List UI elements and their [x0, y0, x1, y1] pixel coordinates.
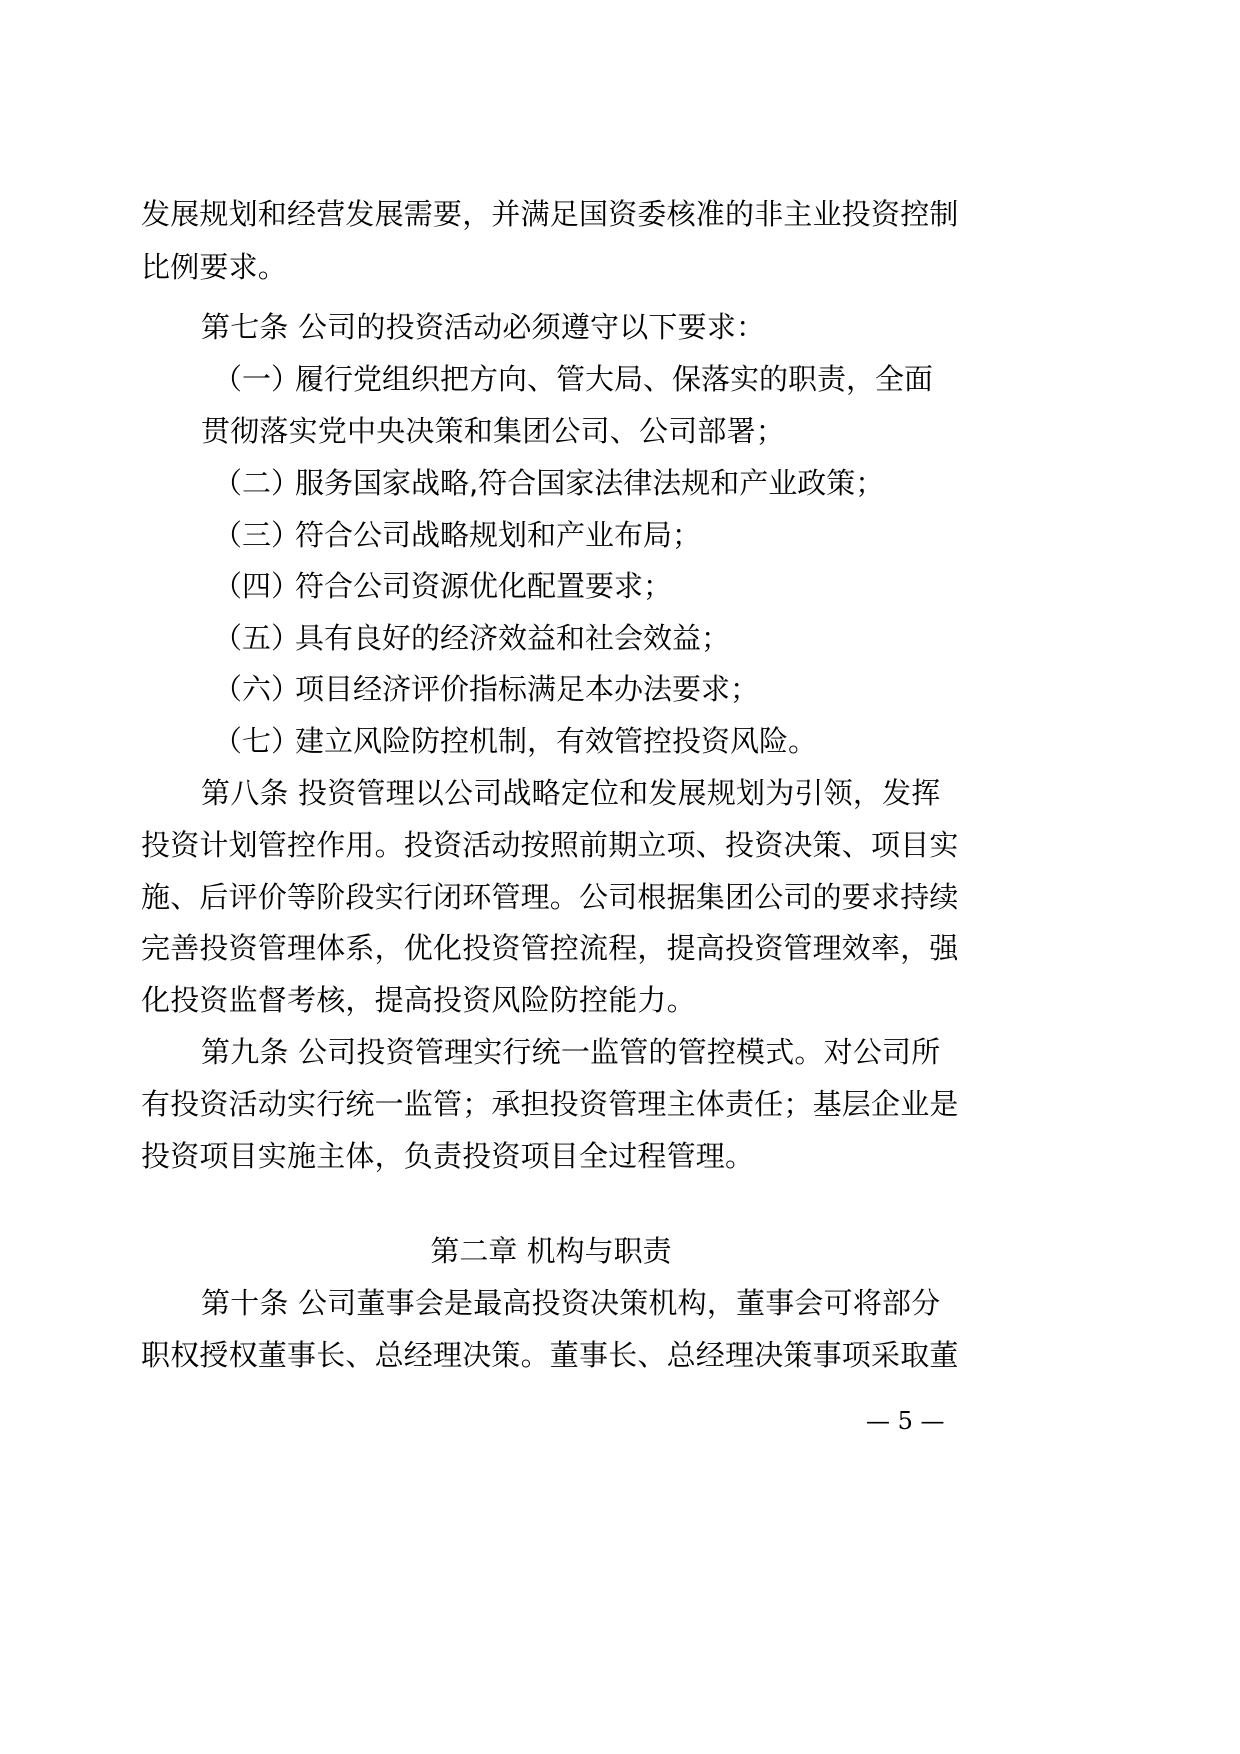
list-item-number: （七） [213, 724, 301, 758]
paragraph-line: 完善投资管理体系，优化投资管控流程，提高投资管理效率，强 [141, 931, 959, 965]
list-item-text: 项目经济评价指标满足本办法要求； [295, 672, 760, 706]
list-item-number: （二） [213, 466, 301, 500]
list-item-continuation: 贯彻落实党中央决策和集团公司、公司部署； [201, 414, 786, 448]
list-item-text: 具有良好的经济效益和社会效益； [295, 621, 731, 655]
page-number: — 5 — [866, 1407, 945, 1435]
list-item-text: 符合公司资源优化配置要求； [295, 569, 673, 603]
paragraph-line: 化投资监督考核，提高投资风险防控能力。 [141, 983, 696, 1017]
list-item-number: （三） [213, 518, 301, 552]
list-item-number: （四） [213, 569, 301, 603]
list-item [213, 361, 933, 397]
list-item [213, 723, 817, 759]
paragraph-line: 投资计划管控作用。投资活动按照前期立项、投资决策、项目实 [141, 828, 959, 862]
list-item-number: （六） [213, 672, 301, 706]
list-item [213, 517, 701, 553]
list-item-text: 建立风险防控机制，有效管控投资风险。 [295, 724, 818, 758]
list-item-text: 服务国家战略,符合国家法律法规和产业政策； [295, 466, 885, 500]
list-item-text: 符合公司战略规划和产业布局； [295, 518, 702, 552]
list-item-number: （一） [213, 362, 301, 396]
chapter-title: 第二章 机构与职责 [430, 1234, 672, 1268]
list-item [213, 568, 672, 604]
list-item [213, 620, 730, 656]
paragraph-line: 职权授权董事长、总经理决策。董事长、总经理决策事项采取董 [141, 1338, 959, 1372]
list-item [213, 465, 884, 501]
list-item-number: （五） [213, 621, 301, 655]
article-heading-line: 第九条 公司投资管理实行统一监管的管控模式。对公司所 [201, 1035, 941, 1069]
paragraph-line: 发展规划和经营发展需要，并满足国资委核准的非主业投资控制 [141, 197, 959, 231]
article-heading: 第七条 公司的投资活动必须遵守以下要求： [201, 310, 766, 344]
paragraph-line: 有投资活动实行统一监管；承担投资管理主体责任；基层企业是 [141, 1087, 959, 1121]
article-heading-line: 第十条 公司董事会是最高投资决策机构，董事会可将部分 [201, 1286, 941, 1320]
paragraph-line: 施、后评价等阶段实行闭环管理。公司根据集团公司的要求持续 [141, 880, 959, 914]
paragraph-line: 比例要求。 [141, 250, 288, 284]
paragraph-line: 投资项目实施主体，负责投资项目全过程管理。 [141, 1139, 755, 1173]
list-item [213, 671, 759, 707]
article-heading-line: 第八条 投资管理以公司战略定位和发展规划为引领，发挥 [201, 776, 941, 810]
list-item-text: 履行党组织把方向、管大局、保落实的职责，全面 [295, 362, 934, 396]
